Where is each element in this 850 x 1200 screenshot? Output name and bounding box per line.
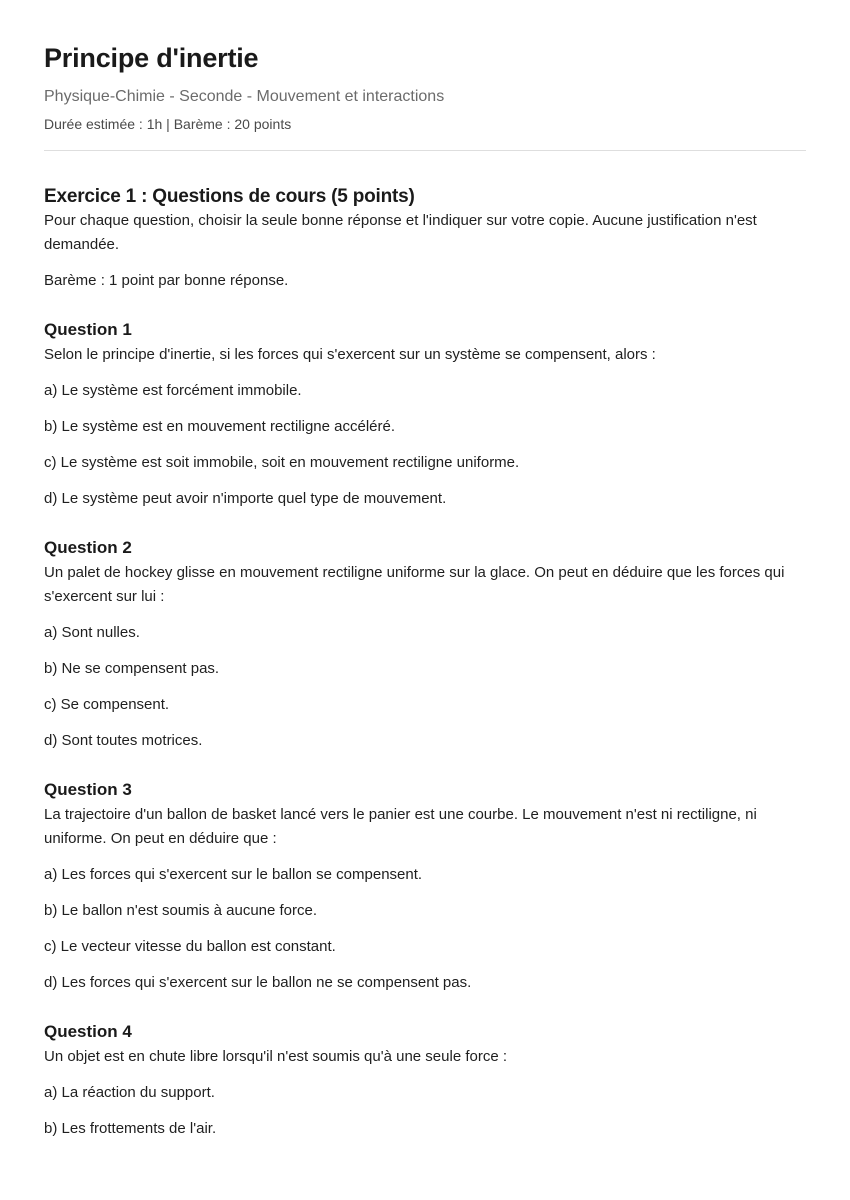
answer-option-c: c) Se compensent.: [44, 696, 170, 713]
answer-option-b: b) Ne se compensent pas.: [44, 660, 220, 677]
exercise-title: Exercice 1 : Questions de cours (5 points): [44, 186, 415, 207]
answer-option-c: c) Le vecteur vitesse du ballon est constant.: [44, 938, 336, 955]
header-divider: [44, 150, 806, 151]
answer-option-d: d) Les forces qui s'exercent sur le ballon ne se compensent pas.: [44, 974, 472, 991]
exercise-bareme: Barème : 1 point par bonne réponse.: [44, 272, 289, 289]
answer-option-a: a) Les forces qui s'exercent sur le ballon se compensent.: [44, 866, 423, 883]
answer-option-d: d) Sont toutes motrices.: [44, 732, 203, 749]
answer-option-b: b) Les frottements de l'air.: [44, 1120, 217, 1137]
question-2: [44, 537, 806, 753]
page-meta: Durée estimée : 1h | Barème : 20 points: [44, 116, 292, 132]
question-text: La trajectoire d'un ballon de basket lancé vers le panier est une courbe. Le mouvement n'est ni rectiligne, ni uniforme. On peut en déduire que :: [44, 806, 757, 847]
question-title: Question 3: [44, 780, 132, 799]
answer-option-d: d) Le système peut avoir n'importe quel type de mouvement.: [44, 490, 447, 507]
question-text: Un palet de hockey glisse en mouvement rectiligne uniforme sur la glace. On peut en déduire que les forces qui s'exercent sur lui :: [44, 564, 785, 605]
answer-option-b: b) Le système est en mouvement rectiligne accéléré.: [44, 418, 395, 435]
question-text: Selon le principe d'inertie, si les forces qui s'exercent sur un système se compensent, alors :: [44, 346, 656, 363]
page-subtitle: Physique-Chimie - Seconde - Mouvement et interactions: [44, 88, 445, 105]
page-title: Principe d'inertie: [44, 43, 259, 73]
question-title: Question 1: [44, 320, 132, 339]
answer-option-a: a) La réaction du support.: [44, 1084, 215, 1101]
question-text: Un objet est en chute libre lorsqu'il n'est soumis qu'à une seule force :: [44, 1048, 508, 1065]
document-content: [44, 0, 806, 1141]
question-1: [44, 319, 806, 511]
question-4: [44, 1021, 806, 1141]
answer-option-c: c) Le système est soit immobile, soit en mouvement rectiligne uniforme.: [44, 454, 520, 471]
question-3: [44, 779, 806, 995]
exercise-instructions: Pour chaque question, choisir la seule bonne réponse et l'indiquer sur votre copie. Aucune justification n'est demandée.: [44, 212, 757, 253]
question-title: Question 2: [44, 538, 132, 557]
question-title: Question 4: [44, 1022, 132, 1041]
answer-option-a: a) Le système est forcément immobile.: [44, 382, 302, 399]
answer-option-a: a) Sont nulles.: [44, 624, 140, 641]
answer-option-b: b) Le ballon n'est soumis à aucune force.: [44, 902, 318, 919]
